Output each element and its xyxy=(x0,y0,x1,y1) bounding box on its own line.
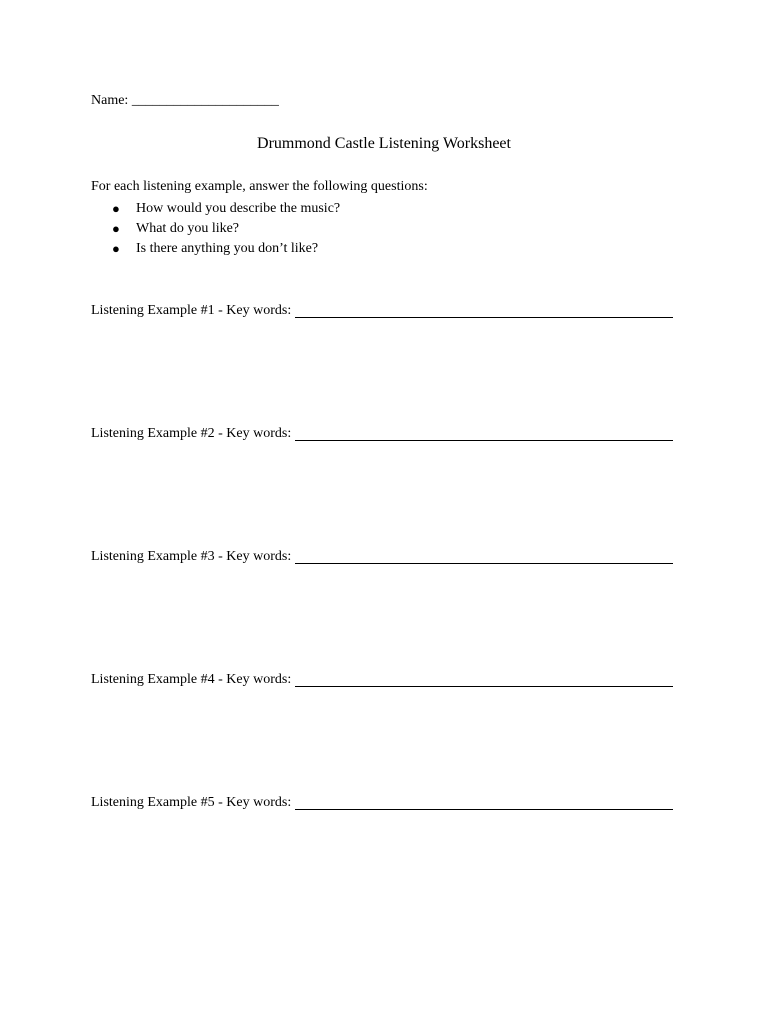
bullet-icon: ● xyxy=(112,221,120,236)
question-text: What do you like? xyxy=(136,221,240,236)
listening-example-4 xyxy=(91,671,673,689)
answer-line xyxy=(295,303,673,318)
question-list xyxy=(91,199,340,259)
example-label: Listening Example #2 - Key words: xyxy=(91,426,292,441)
bullet-icon: ● xyxy=(112,201,120,216)
example-label: Listening Example #5 - Key words: xyxy=(91,795,292,810)
question-item xyxy=(91,199,340,219)
bullet-icon: ● xyxy=(112,241,120,256)
question-text: How would you describe the music? xyxy=(136,201,341,216)
question-item xyxy=(91,219,340,239)
answer-line xyxy=(295,549,673,564)
instructions-text: For each listening example, answer the following questions: xyxy=(91,179,428,194)
example-label: Listening Example #1 - Key words: xyxy=(91,303,292,318)
listening-example-5 xyxy=(91,794,673,812)
answer-line xyxy=(295,672,673,687)
answer-line xyxy=(295,795,673,810)
question-item xyxy=(91,239,340,259)
listening-example-2 xyxy=(91,425,673,443)
example-label: Listening Example #4 - Key words: xyxy=(91,672,292,687)
name-field-label: Name: _____________________ xyxy=(91,93,279,108)
listening-example-1 xyxy=(91,302,673,320)
question-text: Is there anything you don’t like? xyxy=(136,241,319,256)
example-label: Listening Example #3 - Key words: xyxy=(91,549,292,564)
answer-line xyxy=(295,426,673,441)
listening-example-3 xyxy=(91,548,673,566)
page-title: Drummond Castle Listening Worksheet xyxy=(257,135,511,152)
